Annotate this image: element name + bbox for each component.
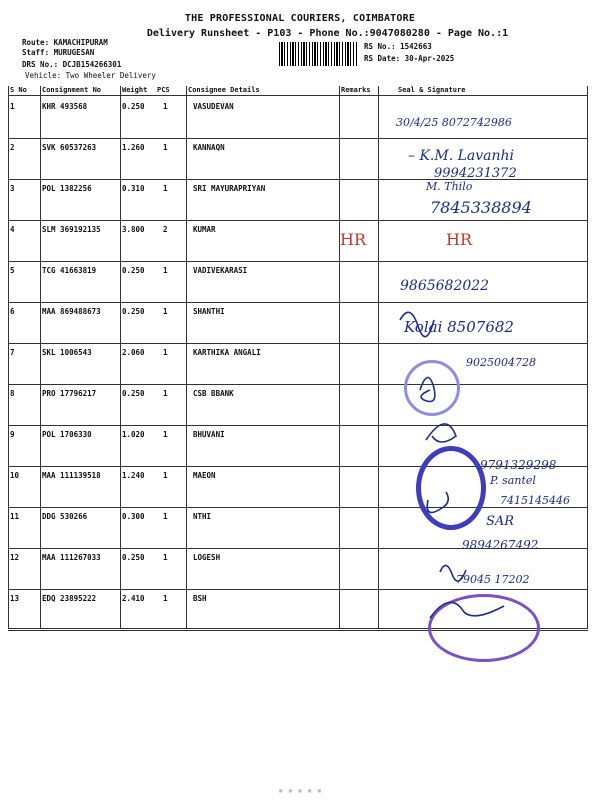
row-consignment: KHR 493568: [42, 102, 88, 111]
row-sno: 3: [10, 184, 15, 193]
row-consignment: MAA 869488673: [42, 307, 101, 316]
handwritten-note: Kolai 8507682: [404, 318, 514, 336]
row-consignee: VADIVEKARASI: [193, 266, 248, 275]
row-sno: 13: [10, 594, 20, 603]
row-pcs: 1: [163, 307, 168, 316]
row-sno: 2: [10, 143, 15, 152]
row-consignee: SHANTHI: [193, 307, 225, 316]
handwritten-note: – K.M. Lavanhi: [408, 148, 515, 164]
row-consignee: LOGESH: [193, 553, 221, 562]
row-consignment: SVK 60537263: [42, 143, 97, 152]
row-sno: 12: [10, 553, 20, 562]
row-weight: 0.300: [122, 512, 145, 521]
row-consignment: PRO 17796217: [42, 389, 97, 398]
rs-number: RS No.: 1542663: [364, 42, 432, 51]
staff: Staff: MURUGESAN: [22, 48, 95, 57]
row-sno: 1: [10, 102, 15, 111]
row-weight: 1.020: [122, 430, 145, 439]
row-consignment: MAA 111267033: [42, 553, 101, 562]
row-pcs: 1: [163, 266, 168, 275]
row-pcs: 1: [163, 348, 168, 357]
route: Route: KAMACHIPURAM: [22, 38, 108, 47]
row-weight: 1.260: [122, 143, 145, 152]
row-consignment: POL 1382256: [42, 184, 92, 193]
col-sno: S No: [10, 86, 27, 94]
handwritten-note: SAR: [486, 514, 515, 529]
col-remarks: Remarks: [341, 86, 371, 94]
row-weight: 2.060: [122, 348, 145, 357]
handwritten-note: P. santel: [490, 474, 536, 487]
row-pcs: 1: [163, 389, 168, 398]
row-consignment: EDQ 23895222: [42, 594, 97, 603]
company-title: THE PROFESSIONAL COURIERS, COIMBATORE: [184, 13, 416, 24]
row-consignee: CSB BBANK: [193, 389, 234, 398]
row-pcs: 1: [163, 430, 168, 439]
row-weight: 0.250: [122, 553, 145, 562]
row-consignee: KUMAR: [193, 225, 216, 234]
signature-scribbles: [380, 300, 590, 630]
row-weight: 1.240: [122, 471, 145, 480]
row-sno: 11: [10, 512, 20, 521]
row-consignee: SRI MAYURAPRIYAN: [193, 184, 266, 193]
col-seal: Seal & Signature: [398, 86, 466, 94]
table-row: [8, 221, 588, 262]
handwritten-note: HR: [446, 230, 472, 249]
handwritten-note: 7415145446: [500, 494, 570, 507]
handwritten-note: M. Thilo: [426, 180, 473, 193]
rs-date: RS Date: 30-Apr-2025: [364, 54, 455, 63]
drs-number: DRS No.: DCJB154266301: [22, 60, 122, 69]
col-consignee: Consignee Details: [188, 86, 260, 94]
handwritten-note: 9025004728: [466, 356, 536, 369]
barcode: [279, 42, 357, 66]
handwritten-note: 9791329298: [480, 458, 557, 472]
row-pcs: 2: [163, 225, 168, 234]
row-consignee: MAEON: [193, 471, 216, 480]
row-weight: 2.410: [122, 594, 145, 603]
row-sno: 4: [10, 225, 15, 234]
page-footer: ▪ ▪ ▪ ▪ ▪: [278, 786, 322, 795]
row-sno: 8: [10, 389, 15, 398]
row-pcs: 1: [163, 143, 168, 152]
row-consignment: SKL 1006543: [42, 348, 92, 357]
handwritten-note: 9894267492: [462, 538, 539, 552]
row-consignee: BHUVANI: [193, 430, 225, 439]
row-sno: 9: [10, 430, 15, 439]
col-consignment: Consignment No: [42, 86, 102, 94]
row-sno: 5: [10, 266, 15, 275]
row-consignment: DDG 530266: [42, 512, 88, 521]
handwritten-note: 79045 17202: [456, 573, 530, 586]
col-weight: Weight: [122, 86, 148, 94]
row-weight: 0.250: [122, 266, 145, 275]
row-sno: 6: [10, 307, 15, 316]
handwritten-note: 30/4/25 8072742986: [396, 116, 512, 129]
row-pcs: 1: [163, 594, 168, 603]
row-weight: 0.310: [122, 184, 145, 193]
row-consignee: BSH: [193, 594, 207, 603]
remark-hr: HR: [340, 230, 366, 249]
row-consignment: POL 1706330: [42, 430, 92, 439]
row-pcs: 1: [163, 102, 168, 111]
row-consignee: NTHI: [193, 512, 212, 521]
col-pcs: PCS: [157, 86, 170, 94]
row-consignment: MAA 111139518: [42, 471, 101, 480]
row-consignee: KANNAQN: [193, 143, 225, 152]
runsheet-title: Delivery Runsheet - P103 - Phone No.:9047080280 - Page No.:1: [146, 28, 509, 39]
row-consignment: TCG 41663819: [42, 266, 97, 275]
row-consignee: KARTHIKA ANGALI: [193, 348, 261, 357]
row-consignee: VASUDEVAN: [193, 102, 234, 111]
handwritten-note: 9994231372: [434, 166, 517, 181]
row-weight: 0.250: [122, 307, 145, 316]
row-weight: 3.800: [122, 225, 145, 234]
row-sno: 7: [10, 348, 15, 357]
vehicle: Vehicle: Two Wheeler Delivery: [25, 71, 156, 80]
row-pcs: 1: [163, 553, 168, 562]
row-weight: 0.250: [122, 102, 145, 111]
table-row: [8, 262, 588, 303]
handwritten-note: 7845338894: [430, 198, 532, 217]
row-sno: 10: [10, 471, 20, 480]
row-weight: 0.250: [122, 389, 145, 398]
row-pcs: 1: [163, 471, 168, 480]
row-pcs: 1: [163, 184, 168, 193]
handwritten-note: 9865682022: [400, 278, 490, 294]
row-consignment: SLM 369192135: [42, 225, 101, 234]
row-pcs: 1: [163, 512, 168, 521]
